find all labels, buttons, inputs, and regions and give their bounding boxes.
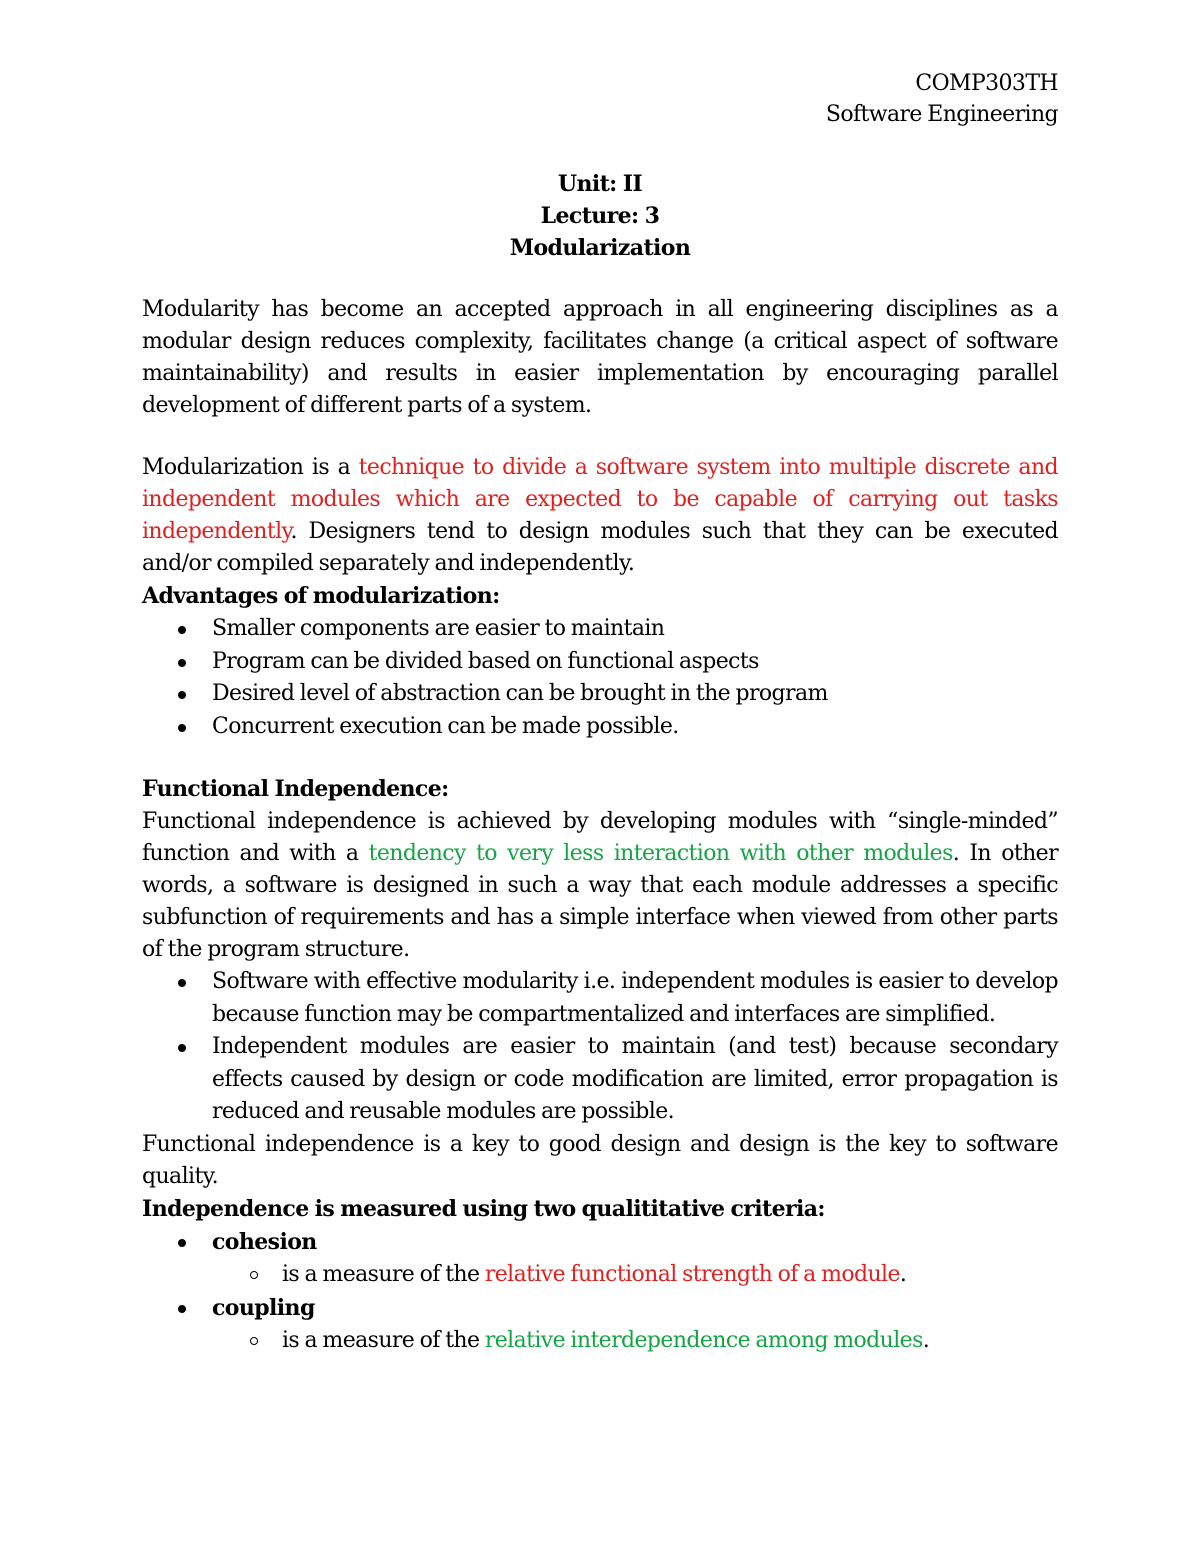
intro-paragraph: Modularity has become an accepted approach in all engineering disciplines as a modular design reduces complexity, facilitates change (a critical aspect of software maintainability) and results in easier implementation by encouraging parallel development of different parts of a system. bbox=[142, 297, 1058, 418]
criteria-list-2 bbox=[142, 1292, 1058, 1326]
list-item: Independent modules are easier to maintain (and test) because secondary effects caused by design or code modification are limited, error propagation is reduced and reusable modules are possible. bbox=[142, 1031, 1058, 1129]
bullet-icon bbox=[178, 626, 186, 634]
course-code: COMP303TH bbox=[915, 71, 1058, 96]
bullet-icon bbox=[178, 1239, 186, 1247]
fi-rest: . In other words, a software is designed in such a way that each module addresses a specific subfunction of requirements and has a simple interface when viewed from other parts of the program structure. bbox=[142, 841, 1058, 962]
sub-list-item: is a measure of the relative interdependence among modules. bbox=[142, 1325, 1058, 1358]
coupling-term: coupling bbox=[212, 1294, 315, 1321]
advantages-list bbox=[142, 613, 1058, 743]
list-item: Desired level of abstraction can be brought in the program bbox=[142, 678, 1058, 711]
cohesion-highlight: relative functional strength of a module bbox=[484, 1262, 900, 1287]
fi-lead: Functional independence is achieved by developing modules with “single-minded” function and with a bbox=[142, 809, 1058, 866]
list-item-coupling bbox=[142, 1292, 1058, 1326]
definition-highlight: technique to divide a software system into multiple discrete and independent modules which are expected to be capable of carrying out tasks independently bbox=[142, 455, 1058, 544]
hollow-bullet-icon bbox=[250, 1271, 258, 1279]
unit-title: Unit: II bbox=[557, 171, 643, 197]
bullet-icon bbox=[178, 691, 186, 699]
functional-independence-heading: Functional Independence: bbox=[142, 776, 449, 802]
definition-paragraph bbox=[142, 452, 1058, 580]
hollow-bullet-icon bbox=[250, 1337, 258, 1345]
bullet-icon bbox=[178, 1305, 186, 1313]
definition-rest: . Designers tend to design modules such that they can be executed and/or compiled separately and independently. bbox=[142, 519, 1058, 576]
list-item: Software with effective modularity i.e. independent modules is easier to develop because function may be compartmentalized and interfaces are simplified. bbox=[142, 966, 1058, 1031]
bullet-icon bbox=[178, 659, 186, 667]
functional-independence-list bbox=[142, 966, 1058, 1129]
lecture-title-block bbox=[142, 168, 1058, 264]
functional-independence-closing: Functional independence is a key to good design and design is the key to software quality. bbox=[142, 1131, 1058, 1189]
criteria-heading: Independence is measured using two qualititative criteria: bbox=[142, 1195, 825, 1222]
coupling-highlight: relative interdependence among modules bbox=[484, 1328, 923, 1353]
list-item: Program can be divided based on functional aspects bbox=[142, 646, 1058, 679]
topic-title: Modularization bbox=[509, 235, 691, 261]
advantages-heading: Advantages of modularization: bbox=[142, 583, 500, 609]
definition-lead: Modularization is a bbox=[142, 455, 359, 480]
lecture-title: Lecture: 3 bbox=[540, 203, 660, 229]
criteria-list bbox=[142, 1226, 1058, 1260]
course-name: Software Engineering bbox=[825, 102, 1058, 127]
bullet-icon bbox=[178, 1044, 186, 1052]
list-item-cohesion bbox=[142, 1226, 1058, 1260]
page-content bbox=[142, 68, 1058, 1358]
functional-independence-paragraph bbox=[142, 806, 1058, 966]
list-item: Concurrent execution can be made possible. bbox=[142, 711, 1058, 744]
sub-list-item: is a measure of the relative functional strength of a module. bbox=[142, 1259, 1058, 1292]
cohesion-term: cohesion bbox=[212, 1228, 317, 1255]
cohesion-sublist bbox=[142, 1259, 1058, 1292]
fi-highlight: tendency to very less interaction with other modules bbox=[368, 841, 953, 866]
coupling-sublist bbox=[142, 1325, 1058, 1358]
bullet-icon bbox=[178, 724, 186, 732]
bullet-icon bbox=[178, 979, 186, 987]
course-header bbox=[142, 68, 1058, 130]
list-item: Smaller components are easier to maintain bbox=[142, 613, 1058, 646]
